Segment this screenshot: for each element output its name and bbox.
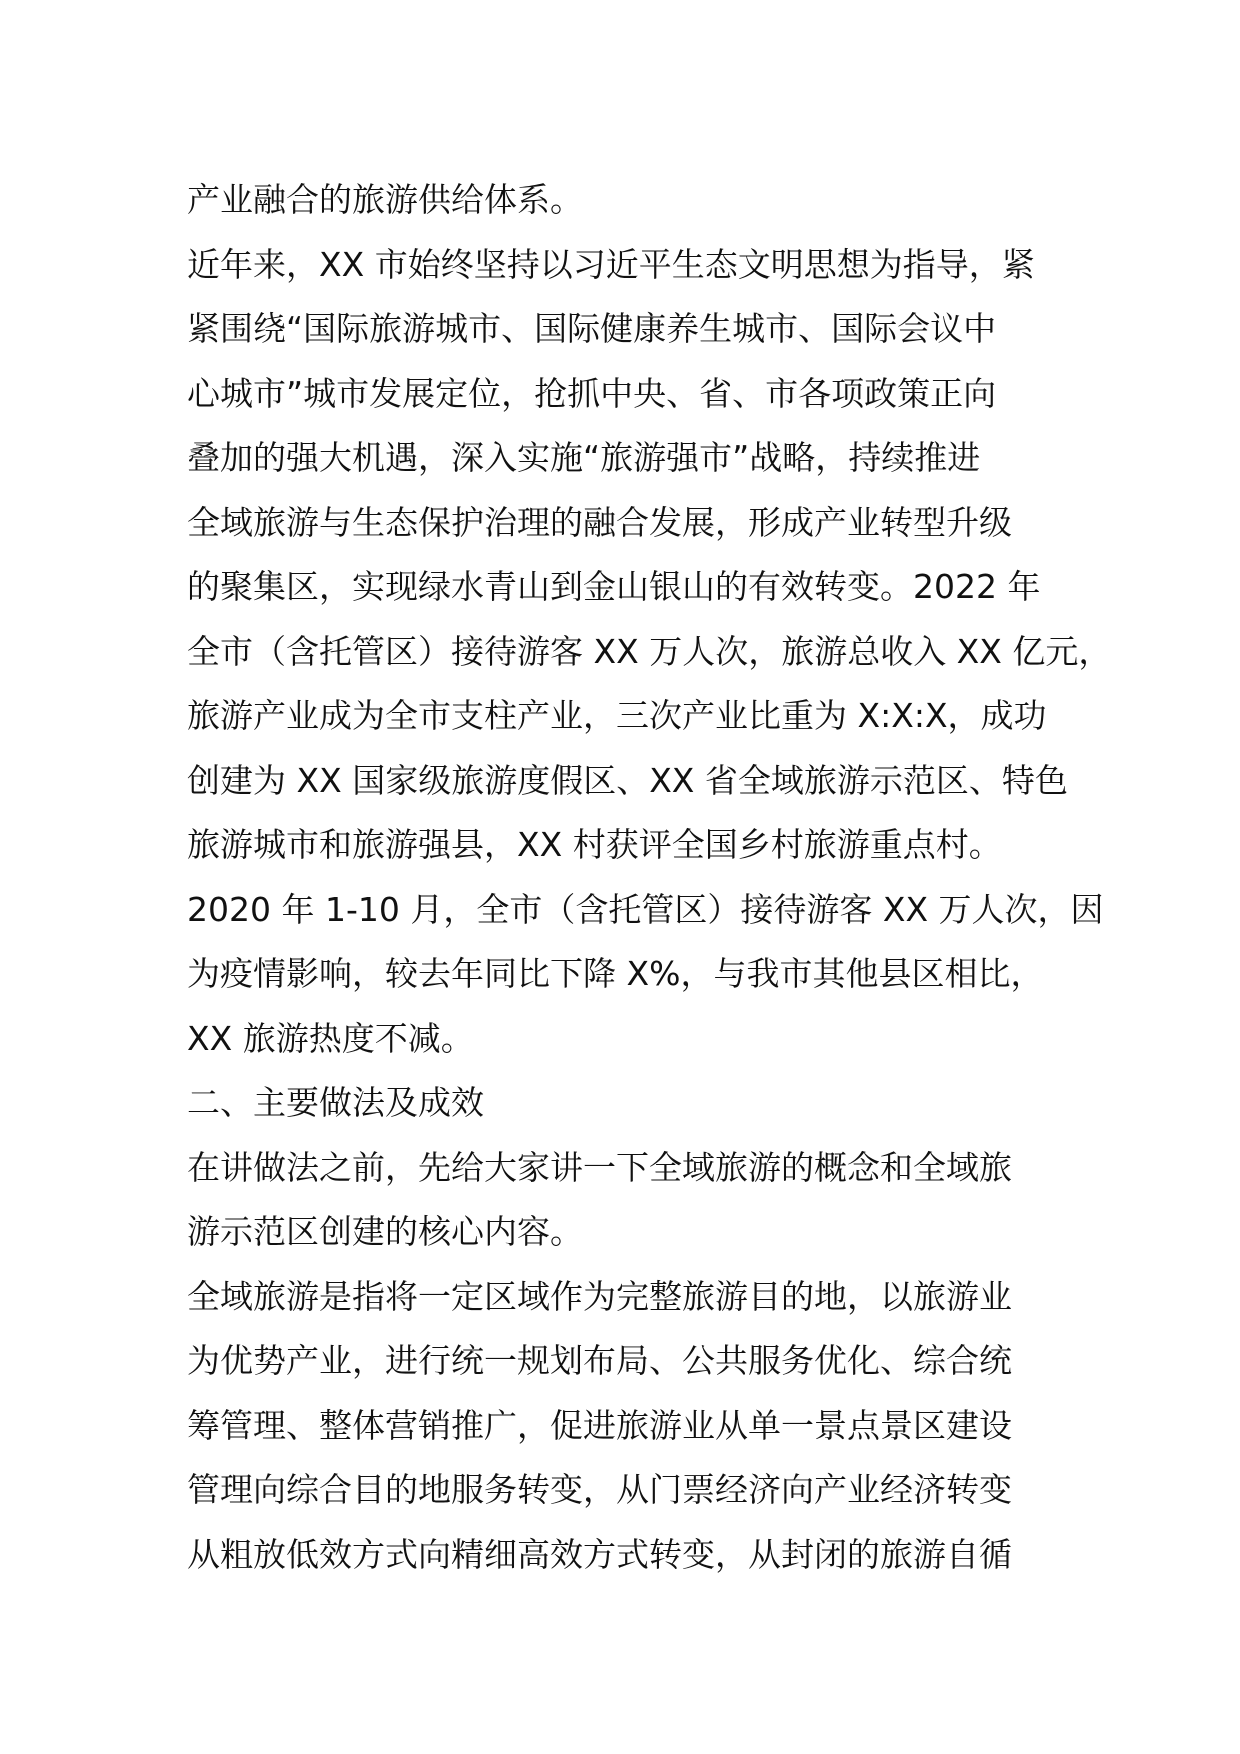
text-line: 管理向综合目的地服务转变，从门票经济向产业经济转变 (187, 1470, 1012, 1509)
text-line: 为优势产业，进行统一规划布局、公共服务优化、综合统 (187, 1341, 1012, 1380)
text-line: 旅游城市和旅游强县，XX 村获评全国乡村旅游重点村。 (187, 825, 1002, 864)
text-line: 为疫情影响，较去年同比下降 X%，与我市其他县区相比， (187, 954, 1044, 993)
text-line: 近年来，XX 市始终坚持以习近平生态文明思想为指导，紧 (187, 244, 1035, 284)
text-line: 2020 年 1-10 月，全市（含托管区）接待游客 XX 万人次，因 (187, 889, 1104, 929)
text-line: 创建为 XX 国家级旅游度假区、XX 省全域旅游示范区、特色 (187, 760, 1068, 800)
body-text (187, 168, 1117, 1587)
text-line: 全域旅游是指将一定区域作为完整旅游目的地，以旅游业 (187, 1276, 1012, 1316)
section-heading: 二、主要做法及成效 (187, 1083, 484, 1122)
text-line: 全域旅游与生态保护治理的融合发展，形成产业转型升级 (187, 502, 1012, 542)
text-line: 游示范区创建的核心内容。 (187, 1212, 583, 1251)
text-line: 筹管理、整体营销推广，促进旅游业从单一景点景区建设 (187, 1405, 1012, 1445)
text-line: 叠加的强大机遇，深入实施“旅游强市”战略，持续推进 (187, 438, 981, 477)
text-line: 在讲做法之前，先给大家讲一下全域旅游的概念和全域旅 (187, 1147, 1012, 1187)
text-line: 的聚集区，实现绿水青山到金山银山的有效转变。2022 年 (187, 567, 1041, 606)
text-line: 旅游产业成为全市支柱产业，三次产业比重为 X:X:X，成功 (187, 696, 1047, 735)
text-line: 紧围绕“国际旅游城市、国际健康养生城市、国际会议中 (187, 309, 997, 348)
text-line: 全市（含托管区）接待游客 XX 万人次，旅游总收入 XX 亿元， (187, 631, 1112, 671)
text-line: 心城市”城市发展定位，抢抓中央、省、市各项政策正向 (187, 373, 997, 413)
text-line: 从粗放低效方式向精细高效方式转变，从封闭的旅游自循 (187, 1534, 1012, 1574)
text-line: XX 旅游热度不减。 (187, 1018, 474, 1058)
text-line: 产业融合的旅游供给体系。 (187, 180, 583, 219)
